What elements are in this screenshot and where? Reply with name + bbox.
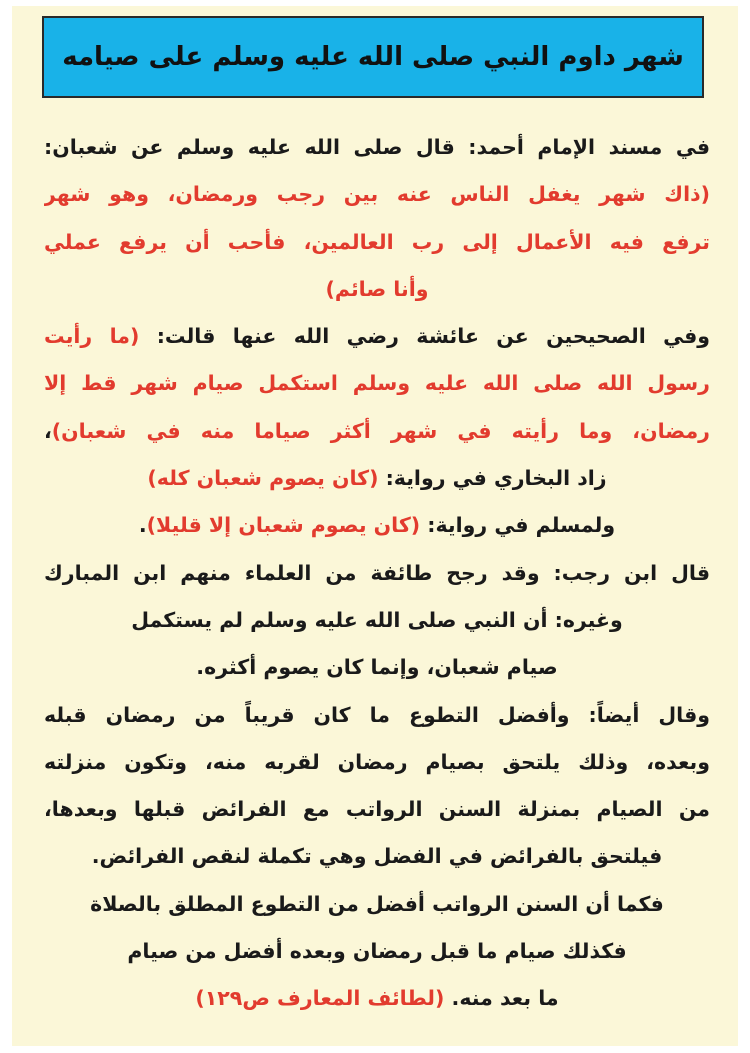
body-text: وغيره: أن النبي صلى الله عليه وسلم لم يستكمل (131, 607, 623, 632)
text-line (44, 786, 710, 833)
body-text: فكما أن السنن الرواتب أفضل من التطوع المطلق بالصلاة (90, 891, 664, 916)
text-line (44, 124, 710, 171)
quote-text: (لطائف المعارف ص١٢٩) (195, 986, 445, 1011)
body-text: وبعده، وذلك يلتحق بصيام رمضان لقربه منه، وتكون منزلته (44, 749, 710, 774)
body-text: فكذلك صيام ما قبل رمضان وبعده أفضل من صيام (127, 939, 627, 964)
title-banner (42, 16, 704, 98)
text-line (44, 313, 710, 360)
body-text: ، (44, 418, 52, 443)
body-text: ولمسلم في رواية: (420, 513, 616, 538)
body-text: . (138, 513, 147, 538)
text-line (44, 550, 710, 597)
quote-text: (ذاك شهر يغفل الناس عنه بين رجب ورمضان، وهو شهر (44, 182, 710, 207)
text-line (44, 833, 710, 880)
text-line (44, 219, 710, 266)
text-line (44, 360, 710, 407)
body-text: زاد البخاري في رواية: (378, 466, 607, 491)
text-line (44, 928, 710, 975)
article-body (44, 124, 710, 1023)
text-line (44, 881, 710, 928)
quote-text: رمضان، وما رأيته في شهر أكثر صياما منه في شعبان) (51, 418, 710, 443)
content-card (12, 6, 738, 1046)
text-line (44, 171, 710, 218)
body-text: من الصيام بمنزلة السنن الرواتب مع الفرائض قبلها وبعدها، (44, 797, 710, 822)
text-line (44, 597, 710, 644)
page-title: شهر داوم النبي صلى الله عليه وسلم على صيامه (62, 42, 684, 72)
text-line (44, 455, 710, 502)
body-text: قال ابن رجب: وقد رجح طائفة من العلماء منهم ابن المبارك (44, 560, 710, 585)
quote-text: وأنا صائم) (325, 276, 429, 301)
quote-text: رسول الله صلى الله عليه وسلم استكمل صيام شهر قط إلا (44, 371, 710, 396)
quote-text: ترفع فيه الأعمال إلى رب العالمين، فأحب أن يرفع عملي (44, 229, 710, 254)
text-line (44, 739, 710, 786)
text-line (44, 644, 710, 691)
text-line (44, 975, 710, 1022)
body-text: صيام شعبان، وإنما كان يصوم أكثره. (196, 655, 558, 680)
text-line (44, 692, 710, 739)
text-line (44, 502, 710, 549)
text-line (44, 266, 710, 313)
quote-text: (كان يصوم شعبان كله) (147, 466, 379, 491)
body-text: وقال أيضاً: وأفضل التطوع ما كان قريباً من رمضان قبله (44, 702, 710, 727)
body-text: فيلتحق بالفرائض في الفضل وهي تكملة لنقص الفرائض. (91, 844, 663, 869)
text-line (44, 408, 710, 455)
quote-text: (كان يصوم شعبان إلا قليلا) (146, 513, 421, 538)
quote-text: (ما رأيت (44, 324, 140, 349)
body-text: في مسند الإمام أحمد: قال صلى الله عليه وسلم عن شعبان: (44, 135, 710, 159)
body-text: وفي الصحيحين عن عائشة رضي الله عنها قالت: (139, 324, 710, 349)
body-text: ما بعد منه. (444, 986, 559, 1011)
